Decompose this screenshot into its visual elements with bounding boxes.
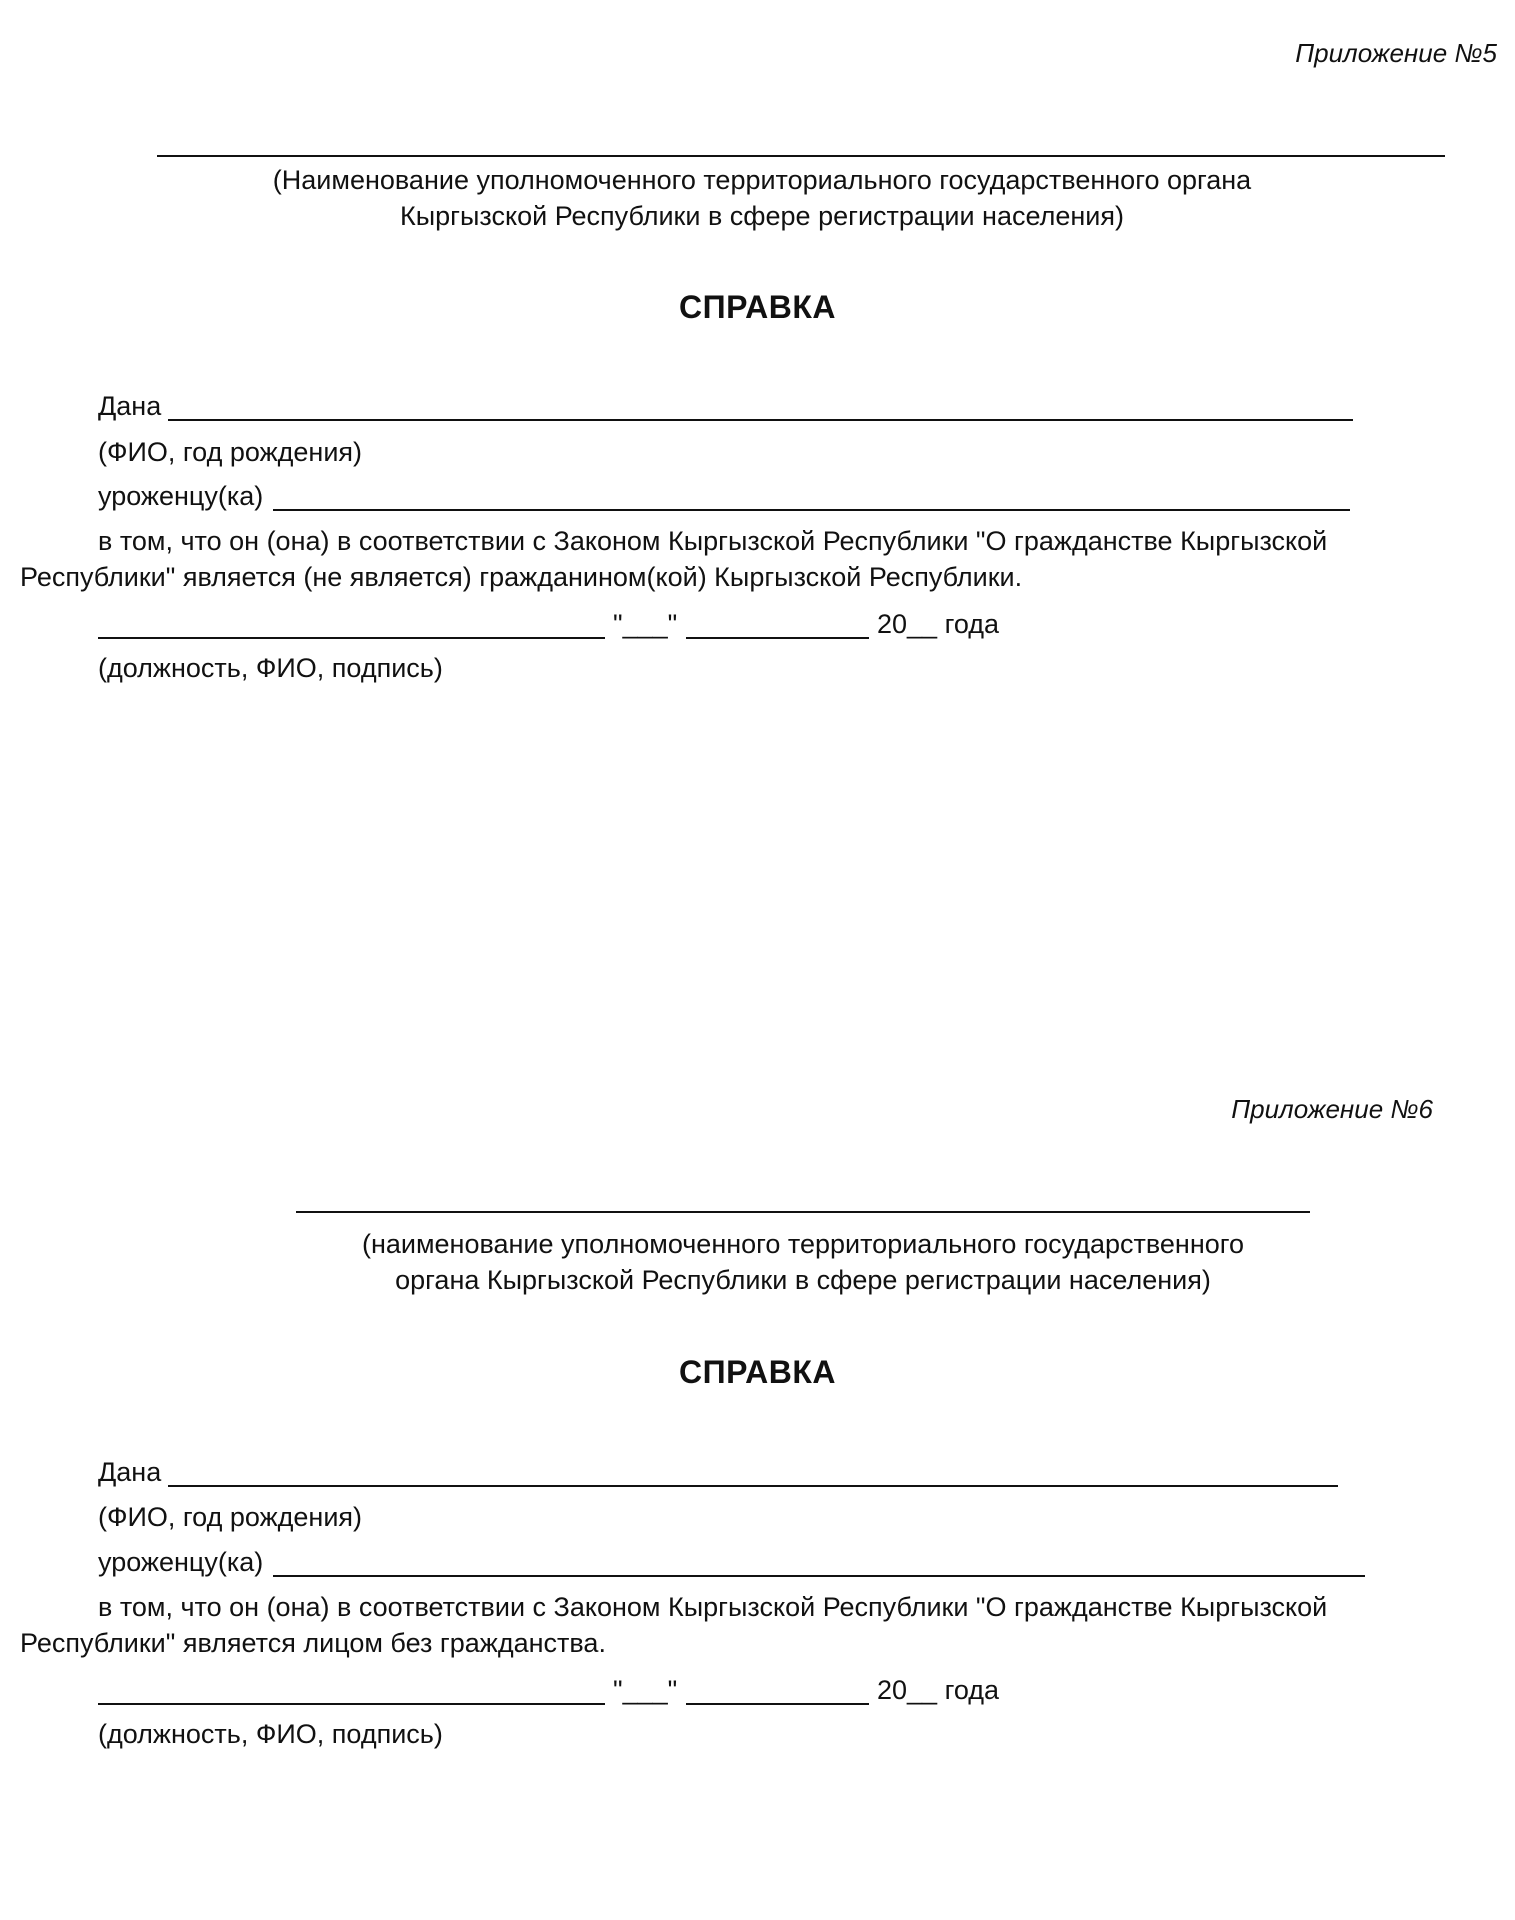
org-caption-line-2: органа Кыргызской Республики в сфере регистрации населения) [395,1265,1211,1295]
org-caption-line-1: (Наименование уполномоченного территориального государственного органа [272,165,1252,195]
body-line-2: Республики" является лицом без гражданства. [20,1628,606,1658]
date-month-line [686,1703,869,1705]
signature-line [98,1703,605,1705]
native-label: уроженцу(ка) [98,1547,264,1577]
signature-line [98,637,605,639]
document-title: СПРАВКА [679,1354,836,1390]
org-name-line [157,155,1445,157]
appendix-label: Приложение №6 [1231,1094,1433,1124]
document-title: СПРАВКА [679,289,836,325]
issued-to-caption: (ФИО, год рождения) [98,437,363,467]
signature-caption: (должность, ФИО, подпись) [98,653,443,683]
issued-to-caption: (ФИО, год рождения) [98,1502,363,1532]
signature-caption: (должность, ФИО, подпись) [98,1719,443,1749]
issued-to-line [168,1485,1338,1487]
body-line-1: в том, что он (она) в соответствии с Законом Кыргызской Республики "О гражданстве Кыргызской [98,1592,1328,1622]
org-caption-line-1: (наименование уполномоченного территориального государственного [361,1229,1245,1259]
body-line-1: в том, что он (она) в соответствии с Законом Кыргызской Республики "О гражданстве Кыргызской [98,526,1328,556]
native-line [273,509,1350,511]
date-year: 20__ года [877,1675,1000,1705]
date-day: "___" [613,1675,678,1705]
issued-to-label: Дана [98,391,162,421]
native-line [273,1575,1365,1577]
date-day: "___" [613,609,678,639]
issued-to-label: Дана [98,1457,162,1487]
org-name-line [296,1211,1310,1213]
issued-to-line [168,419,1353,421]
org-caption-line-2: Кыргызской Республики в сфере регистрации населения) [400,201,1124,231]
appendix-label: Приложение №5 [1295,38,1497,68]
body-line-2: Республики" является (не является) гражданином(кой) Кыргызской Республики. [20,562,1023,592]
date-year: 20__ года [877,609,1000,639]
native-label: уроженцу(ка) [98,481,264,511]
date-month-line [686,637,869,639]
